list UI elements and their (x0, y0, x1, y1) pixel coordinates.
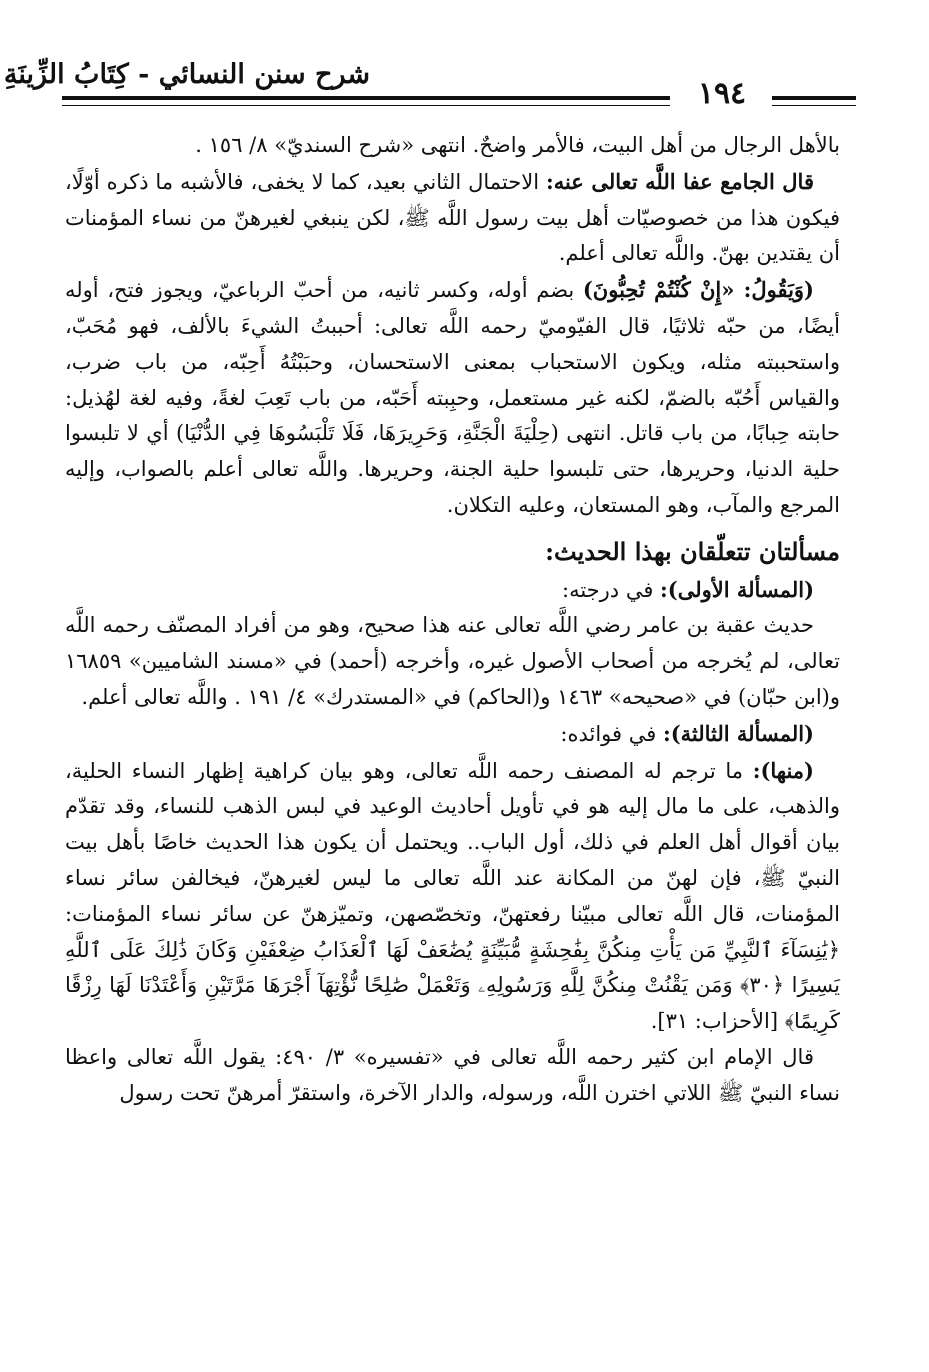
paragraph-lead: (وَيَقُولُ: «إِنْ كُنْتُمْ تُحِبُّونَ) (582, 277, 814, 303)
page-number: ١٩٤ (697, 76, 747, 111)
paragraph-ibn-kathir: قال الإمام ابن كثير رحمه اللَّه تعالى في «تفسيره» ٣/ ٤٩٠: يقول اللَّه تعالى واعظا نساء النبيّ ﷺ اللاتي اخترن اللَّه، ورسوله، والدار الآخرة، واستقرّ أمرهنّ تحت رسول (65, 1044, 840, 1105)
paragraph-issue-three: (المسألة الثالثة): في فوائده: (560, 720, 814, 746)
paragraph-lead: (منها): (752, 757, 814, 783)
header-rule-right-thin (772, 105, 856, 106)
header-rule-thick (62, 96, 670, 100)
paragraph-benefits: (منها): ما ترجم له المصنف رحمه اللَّه تعالى، وهو بيان كراهية إظهار النساء الحلية، والذهب، على ما مال إليه هو في تأويل أحاديث الوعيد في لبس الذهب للنساء، وقد تقدّم بيان أقوال أهل العلم في ذلك، أول الباب.. ويحتمل أن يكون هذا الحديث خاصًا بأهل بيت النبيّ ﷺ، فإن لهنّ من المكانة عند اللَّه تعالى ما ليس لغيرهنّ، فيخالفن سائر نساء المؤمنات، قال اللَّه تعالى مبيّنا رفعتهنّ، وتخصّصهن، وتميّزهنّ عن سائر نساء المؤمنات: ﴿يَٰنِسَآءَ ٱلنَّبِيِّ مَن يَأْتِ مِنكُنَّ بِفَٰحِشَةٍ مُّبَيِّنَةٍ يُضَٰعَفْ لَهَا ٱلْعَذَابُ ضِعْفَيْنِ وَكَانَ ذَٰلِكَ عَلَى ٱللَّهِ يَسِيرًا ﴿٣٠﴾ وَمَن يَقْنُتْ مِنكُنَّ لِلَّهِ وَرَسُولِهِۦ وَتَعْمَلْ صَٰلِحًا نُّؤْتِهَآ أَجْرَهَا مَرَّتَيْنِ وَأَعْتَدْنَا لَهَا رِزْقًا كَرِيمًا﴾ [الأحزاب: ٣١]. (65, 757, 840, 1034)
running-title: شرح سنن النسائي - كِتَابُ الزِّينَةِ (3, 59, 370, 90)
paragraph-grading: حديث عقبة بن عامر رضي اللَّه تعالى عنه هذا صحيح، وهو من أفراد المصنّف رحمه اللَّه تعالى، لم يُخرجه من أصحاب الأصول غيره، وأخرجه (أحمد) في «مسند الشاميين» ١٦٨٥٩ و(ابن حبّان) في «صحيحه» ١٤٦٣ و(الحاكم) في «المستدرك» ٤/ ١٩١ . واللَّه تعالى أعلم. (65, 613, 840, 709)
header-rule-right-thick (772, 96, 856, 100)
paragraph-jami-comment: قال الجامع عفا اللَّه تعالى عنه: الاحتمال الثاني بعيد، كما لا يخفى، فالأشبه ما ذكره أوّلًا، فيكون هذا من خصوصيّات أهل بيت رسول اللَّه ﷺ، لكن ينبغي لغيرهنّ من نساء المؤمنات أن يقتدين بهنّ. واللَّه تعالى أعلم. (65, 168, 840, 266)
paragraph-issue-one: (المسألة الأولى): في درجته: (562, 576, 814, 602)
paragraph-lead: (المسألة الأولى): (660, 576, 814, 602)
paragraph-lead: قال الجامع عفا اللَّه تعالى عنه: (545, 168, 814, 194)
body-text (65, 128, 840, 1112)
paragraph-lead: (المسألة الثالثة): (662, 720, 814, 746)
paragraph-hadith-explanation: (وَيَقُولُ: «إِنْ كُنْتُمْ تُحِبُّونَ) بضم أوله، وكسر ثانيه، من أحبّ الرباعيّ، ويجوز فتح، أوله أيضًا، من حبّه ثلاثيًا، قال الفيّوميّ رحمه اللَّه تعالى: أحببتُ الشيءَ بالألف، فهو مُحَبّ، واستحببته مثله، ويكون الاستحباب بمعنى الاستحسان، وحبَبْتُهُ أَحِبّه، من باب ضرب، والقياس أَحُبّه بالضمّ، لكنه غير مستعمل، وحبِبته أَحَبّه، من باب تَعِبَ لغةً، وفيه لغة لهُذيل: حابته حِبابًا، من باب قاتل. انتهى (حِلْيَةَ الْجَنَّةِ، وَحَرِيرَهَا، فَلَا تَلْبَسُوهَا فِي الدُّنْيَا) أي لا تلبسوا حلية الدنيا، وحريرها، حتى تلبسوا حلية الجنة، وحريرها. واللَّه تعالى أعلم بالصواب، وإليه المرجع والمآب، وهو المستعان، وعليه التكلان. (65, 277, 840, 517)
header-rule-thin (62, 105, 670, 106)
paragraph-continuation: بالأهل الرجال من أهل البيت، فالأمر واضحٌ. انتهى «شرح السنديّ» ٨/ ١٥٦ . (195, 133, 840, 157)
section-heading: مسألتان تتعلّقان بهذا الحديث: (545, 536, 840, 566)
